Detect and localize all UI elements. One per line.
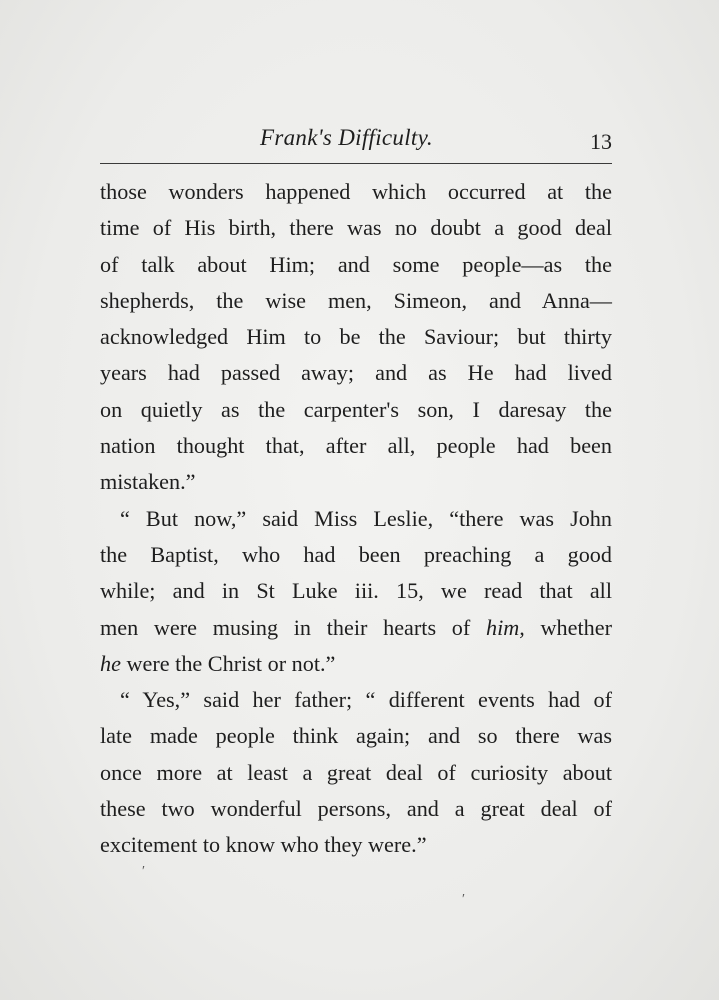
text-line-7: on quietly as the carpenter's son, I daresay the bbox=[100, 396, 612, 422]
text-line-4: shepherds, the wise men, Simeon, and Anna— bbox=[100, 287, 612, 313]
body-text bbox=[100, 174, 612, 864]
text-line-13-end: whether bbox=[524, 614, 612, 640]
text-line-12: while; and in St Luke iii. 15, we read that all bbox=[100, 578, 612, 604]
emphasis-him: him, bbox=[486, 614, 525, 640]
text-line-14-end: were the Christ or not.” bbox=[120, 650, 336, 676]
ink-speck: ′ bbox=[142, 864, 146, 879]
emphasis-he: he bbox=[100, 650, 121, 676]
running-title: Frank's Difficulty. bbox=[260, 125, 433, 150]
text-line-10: “ But now,” said Miss Leslie, “there was John bbox=[120, 505, 612, 531]
text-line-16: late made people think again; and so there was bbox=[100, 723, 612, 749]
text-line-8: nation thought that, after all, people had been bbox=[100, 433, 612, 459]
text-line-2: time of His birth, there was no doubt a good deal bbox=[100, 215, 612, 241]
text-line-13-start: men were musing in their hearts of bbox=[100, 614, 486, 640]
text-line-11: the Baptist, who had been preaching a good bbox=[100, 541, 612, 567]
text-line-13 bbox=[100, 610, 612, 646]
text-line-18: these two wonderful persons, and a great deal of bbox=[100, 796, 612, 822]
page-header bbox=[100, 125, 612, 161]
text-line-3: of talk about Him; and some people—as the bbox=[100, 251, 612, 277]
text-line-9: mistaken.” bbox=[100, 469, 196, 495]
text-line-6: years had passed away; and as He had lived bbox=[100, 360, 612, 386]
text-line-1: those wonders happened which occurred at the bbox=[100, 179, 612, 204]
text-line-17: once more at least a great deal of curiosity about bbox=[100, 759, 612, 785]
ink-speck: ′ bbox=[462, 892, 466, 907]
page-number: 13 bbox=[590, 129, 612, 154]
header-rule bbox=[100, 163, 612, 164]
text-line-19: excitement to know who they were.” bbox=[100, 832, 427, 858]
text-line-5: acknowledged Him to be the Saviour; but thirty bbox=[100, 324, 612, 350]
text-line-15: “ Yes,” said her father; “ different events had of bbox=[120, 687, 612, 713]
text-line-14 bbox=[100, 646, 612, 682]
